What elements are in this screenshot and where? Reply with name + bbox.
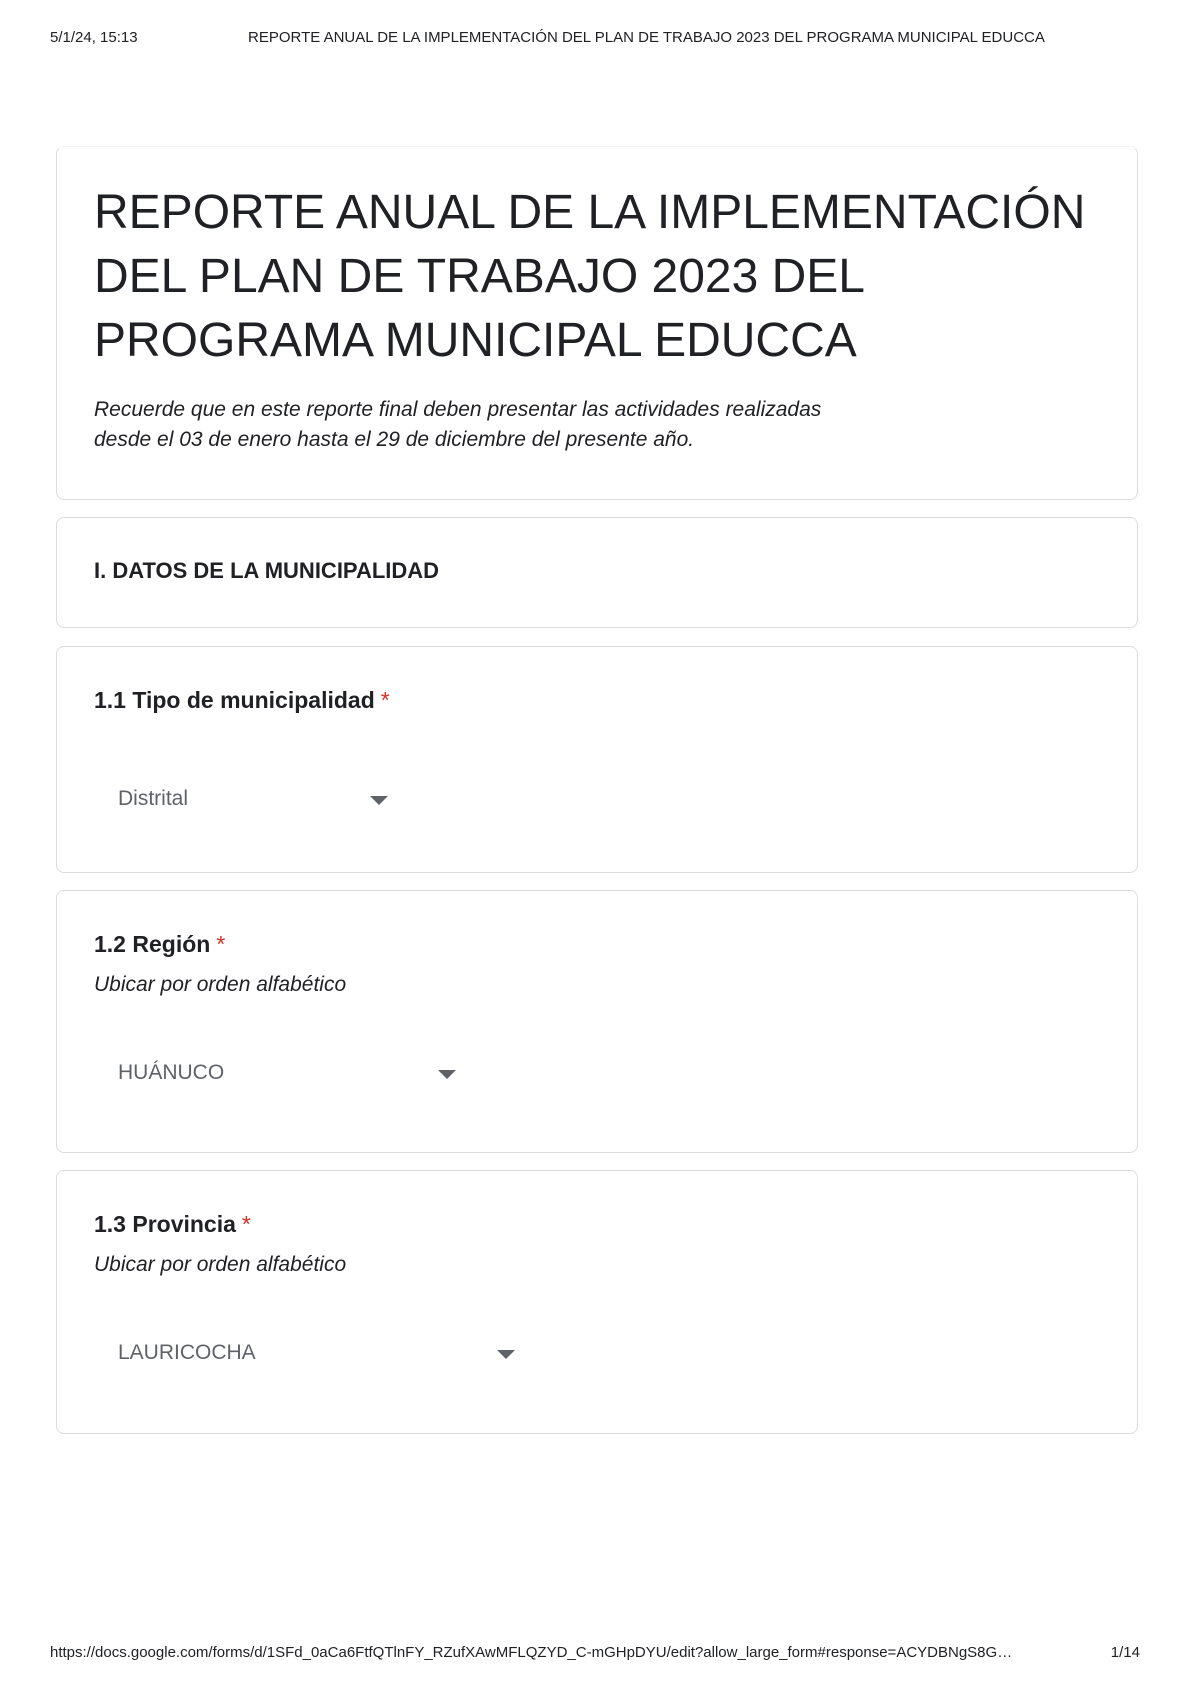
required-asterisk: * xyxy=(241,1211,251,1237)
print-footer xyxy=(50,1644,1140,1664)
form-description-line-1: Recuerde que en este reporte final deben presentar las actividades realizadas xyxy=(94,398,822,421)
tipo-municipalidad-dropdown[interactable] xyxy=(118,779,368,819)
question-title-text: 1.2 Región xyxy=(94,931,211,957)
question-title xyxy=(94,1211,251,1238)
region-dropdown[interactable] xyxy=(118,1053,438,1093)
provincia-dropdown[interactable] xyxy=(118,1333,498,1373)
section-title: I. DATOS DE LA MUNICIPALIDAD xyxy=(94,558,440,583)
question-help-text: Ubicar por orden alfabético xyxy=(94,973,347,996)
question-title xyxy=(94,931,225,958)
required-asterisk: * xyxy=(380,687,390,713)
question-card-region xyxy=(56,890,1138,1153)
dropdown-selected-value: HUÁNUCO xyxy=(118,1061,225,1084)
print-page-number: 1/14 xyxy=(1110,1644,1140,1661)
question-title-text: 1.1 Tipo de municipalidad xyxy=(94,687,375,713)
question-title-text: 1.3 Provincia xyxy=(94,1211,236,1237)
print-footer-url: https://docs.google.com/forms/d/1SFd_0aCa6FtfQTlnFY_RZufXAwMFLQZYD_C-mGHpDYU/edit?allow_large_form#response=ACYDBNgS8G… xyxy=(50,1644,1013,1661)
dropdown-selected-value: LAURICOCHA xyxy=(118,1341,256,1364)
form-title-card xyxy=(56,146,1138,500)
dropdown-arrow-icon xyxy=(370,796,388,805)
question-card-tipo-municipalidad xyxy=(56,646,1138,873)
dropdown-selected-value: Distrital xyxy=(118,787,189,810)
dropdown-arrow-icon xyxy=(497,1350,515,1359)
question-card-provincia xyxy=(56,1170,1138,1434)
required-asterisk: * xyxy=(216,931,226,957)
print-datetime: 5/1/24, 15:13 xyxy=(50,29,138,46)
form-title: REPORTE ANUAL DE LA IMPLEMENTACIÓN DEL PLAN DE TRABAJO 2023 DEL PROGRAMA MUNICIPAL EDUCCA xyxy=(94,186,1086,367)
print-header xyxy=(50,29,1140,49)
question-title xyxy=(94,687,390,714)
question-help-text: Ubicar por orden alfabético xyxy=(94,1253,347,1276)
form-description-line-2: desde el 03 de enero hasta el 29 de diciembre del presente año. xyxy=(94,428,695,451)
print-header-title: REPORTE ANUAL DE LA IMPLEMENTACIÓN DEL PLAN DE TRABAJO 2023 DEL PROGRAMA MUNICIPAL EDUCCA xyxy=(248,29,1045,46)
dropdown-arrow-icon xyxy=(438,1070,456,1079)
form-description xyxy=(94,395,894,455)
section-header-card xyxy=(56,517,1138,628)
